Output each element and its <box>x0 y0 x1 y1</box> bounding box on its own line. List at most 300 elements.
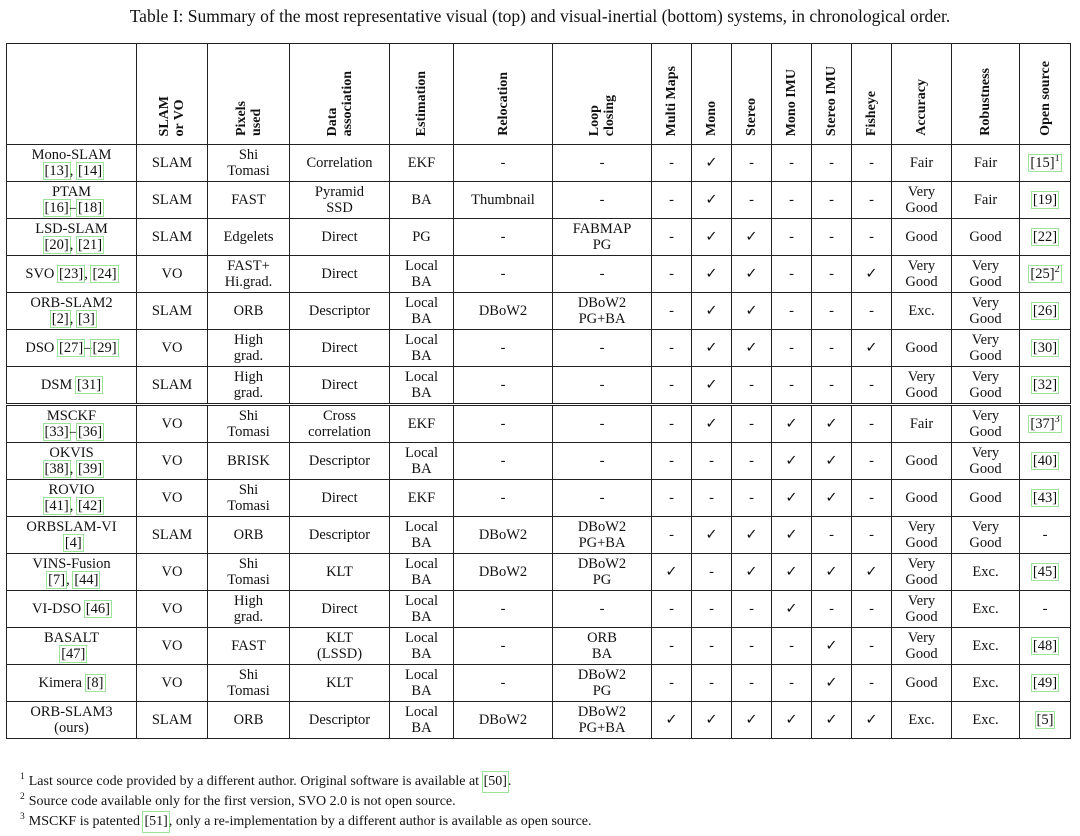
table-cell <box>454 256 553 293</box>
ref-separator: – <box>69 424 77 440</box>
table-cell <box>952 517 1020 554</box>
cell-value: Local BA <box>404 258 438 290</box>
cell-value: - <box>749 192 754 208</box>
table-cell <box>390 665 454 702</box>
table-cell <box>892 405 952 443</box>
cell-value: Local BA <box>404 593 438 625</box>
table-cell <box>652 405 692 443</box>
open-source-cell <box>1020 480 1071 517</box>
cell-value: SLAM <box>151 527 193 543</box>
system-name: Mono-SLAM <box>31 147 112 163</box>
cell-value: Shi Tomasi <box>227 147 270 179</box>
table-cell <box>208 554 290 591</box>
table-cell <box>553 702 652 739</box>
cell-value: - <box>789 229 794 245</box>
cell-value: - <box>599 490 605 506</box>
system-name-cell <box>7 330 137 367</box>
cell-value: Pyramid SSD <box>314 184 365 216</box>
table-cell <box>454 405 553 443</box>
cell-value: ✓ <box>825 675 838 691</box>
check-mark-cell <box>772 591 812 628</box>
citation-link[interactable]: [23] <box>59 266 84 282</box>
check-mark-cell <box>732 293 772 330</box>
cell-value: - <box>1042 601 1048 617</box>
system-name: ORBSLAM-VI <box>26 519 117 535</box>
table-cell <box>390 219 454 256</box>
table-cell <box>454 702 553 739</box>
cell-value: - <box>869 638 874 654</box>
cell-value: ✓ <box>745 266 758 282</box>
cell-value: - <box>869 229 874 245</box>
cell-value: - <box>869 192 874 208</box>
cell-value: Very Good <box>905 369 938 401</box>
table-cell <box>208 367 290 405</box>
table-cell <box>208 405 290 443</box>
table-cell <box>652 443 692 480</box>
check-mark-cell <box>812 405 852 443</box>
citation-link[interactable]: [24] <box>92 266 117 282</box>
system-name-cell <box>7 405 137 443</box>
cell-value: - <box>500 416 506 432</box>
cell-value: VO <box>161 416 183 432</box>
citation-link[interactable]: [16] <box>44 200 69 216</box>
table-cell <box>952 256 1020 293</box>
cell-value: - <box>669 527 674 543</box>
citation-link[interactable]: [32] <box>1032 377 1058 393</box>
citation-link[interactable]: [48] <box>1032 638 1058 654</box>
cell-value: ✓ <box>745 340 758 356</box>
cell-value: Good <box>905 675 938 691</box>
table-cell <box>390 702 454 739</box>
column-header-label: Fisheye <box>864 90 879 136</box>
table-cell <box>553 256 652 293</box>
citation-link[interactable]: [41] <box>44 498 69 514</box>
cell-value: Local BA <box>404 556 438 588</box>
table-cell <box>454 367 553 405</box>
table-cell <box>137 591 208 628</box>
table-cell <box>137 293 208 330</box>
citation-link[interactable]: [7] <box>48 572 66 588</box>
cell-value: ✓ <box>705 229 718 245</box>
table-cell <box>390 405 454 443</box>
citation-link[interactable]: [5] <box>1036 712 1054 728</box>
ref-separator: – <box>84 340 92 356</box>
cell-value: - <box>669 601 674 617</box>
citation-link[interactable]: [18] <box>77 200 103 216</box>
check-mark-cell <box>852 554 892 591</box>
cell-value: - <box>749 638 754 654</box>
cell-value: KLT <box>326 564 353 580</box>
cell-value: - <box>749 601 754 617</box>
cell-value: ✓ <box>745 229 758 245</box>
column-header-label: SLAM or VO <box>157 95 187 136</box>
cell-value: DBoW2 PG <box>577 667 627 699</box>
cell-value: Good <box>905 340 938 356</box>
cell-value: Direct <box>321 377 358 393</box>
system-name-cell <box>7 480 137 517</box>
cell-value: Local BA <box>404 332 438 364</box>
table-cell <box>812 293 852 330</box>
table-cell <box>892 145 952 182</box>
cell-value: - <box>829 303 834 319</box>
system-name-cell <box>7 554 137 591</box>
open-source-cell <box>1020 628 1071 665</box>
cell-value: Fair <box>909 416 934 432</box>
citation-link[interactable]: [4] <box>64 535 82 551</box>
cell-value: Very Good <box>905 258 938 290</box>
check-mark-cell <box>732 219 772 256</box>
column-header-label: Mono <box>704 101 719 136</box>
table-row <box>7 330 1071 367</box>
table-cell <box>892 480 952 517</box>
table-cell <box>852 182 892 219</box>
citation-link[interactable]: [36] <box>77 424 103 440</box>
citation-link[interactable]: [22] <box>1032 229 1058 245</box>
cell-value: Direct <box>321 601 358 617</box>
table-cell <box>137 219 208 256</box>
column-header-label: Estimation <box>414 70 429 136</box>
table-row <box>7 443 1071 480</box>
system-name-cell <box>7 628 137 665</box>
cell-value: Edgelets <box>223 229 274 245</box>
table-cell <box>137 628 208 665</box>
check-mark-cell <box>812 628 852 665</box>
table-cell <box>852 405 892 443</box>
system-name-cell <box>7 256 137 293</box>
citation-link[interactable]: [29] <box>92 340 117 356</box>
table-cell <box>137 145 208 182</box>
cell-value: Direct <box>321 490 358 506</box>
cell-value: - <box>500 340 506 356</box>
table-cell <box>732 182 772 219</box>
system-name: OKVIS <box>49 445 94 461</box>
cell-value: - <box>599 192 605 208</box>
table-cell <box>732 480 772 517</box>
check-mark-cell <box>732 702 772 739</box>
cell-value: ORB <box>233 303 264 319</box>
summary-table <box>6 43 1071 739</box>
system-name: ORB-SLAM2 <box>30 295 113 311</box>
cell-value: - <box>500 266 506 282</box>
cell-value: Local BA <box>404 369 438 401</box>
table-cell <box>290 145 390 182</box>
cell-value: ✓ <box>825 564 838 580</box>
cell-value: DBoW2 PG+BA <box>577 519 627 551</box>
system-name-cell <box>7 145 137 182</box>
table-cell <box>652 145 692 182</box>
table-row <box>7 182 1071 219</box>
table-cell <box>852 293 892 330</box>
table-cell <box>137 182 208 219</box>
check-mark-cell <box>852 330 892 367</box>
citation-link[interactable]: [45] <box>1032 564 1058 580</box>
ref-separator: , <box>69 163 77 179</box>
citation-link[interactable]: $[15]^1$ <box>1030 153 1060 171</box>
table-cell <box>553 480 652 517</box>
table-cell <box>732 367 772 405</box>
citation-link[interactable]: [42] <box>77 498 103 514</box>
table-cell <box>952 145 1020 182</box>
cell-value: - <box>500 675 506 691</box>
cell-value: - <box>500 453 506 469</box>
citation-link[interactable]: [50] <box>483 772 508 792</box>
cell-value: - <box>669 340 674 356</box>
citation-link[interactable]: [43] <box>1032 490 1058 506</box>
open-source-cell <box>1020 182 1071 219</box>
table-cell <box>390 554 454 591</box>
cell-value: - <box>709 453 714 469</box>
citation-link[interactable]: [26] <box>1032 303 1058 319</box>
citation-link[interactable]: [33] <box>44 424 69 440</box>
table-cell <box>812 145 852 182</box>
cell-value: - <box>869 490 874 506</box>
table-cell <box>692 480 732 517</box>
table-cell <box>137 330 208 367</box>
cell-value: - <box>789 675 794 691</box>
table-cell <box>892 367 952 405</box>
table-cell <box>732 145 772 182</box>
citation-link[interactable]: [8] <box>86 675 104 691</box>
check-mark-cell <box>772 702 812 739</box>
column-header <box>208 44 290 145</box>
check-mark-cell <box>812 554 852 591</box>
cell-value: DBoW2 <box>478 303 528 319</box>
check-mark-cell <box>732 554 772 591</box>
check-mark-cell <box>732 330 772 367</box>
table-cell <box>952 665 1020 702</box>
check-mark-cell <box>812 702 852 739</box>
cell-value: - <box>789 303 794 319</box>
table-cell <box>208 480 290 517</box>
footnote <box>20 772 592 792</box>
column-header <box>7 44 137 145</box>
column-header <box>290 44 390 145</box>
citation-link[interactable]: [51] <box>143 812 168 832</box>
cell-value: Exc. <box>972 712 999 728</box>
ref-separator: , <box>69 498 77 514</box>
column-header <box>952 44 1020 145</box>
table-cell <box>208 145 290 182</box>
cell-value: - <box>749 675 754 691</box>
cell-value: EKF <box>407 416 436 432</box>
cell-value: DBoW2 PG <box>577 556 627 588</box>
check-mark-cell <box>692 256 732 293</box>
citation-link[interactable]: [31] <box>76 377 102 393</box>
table-cell <box>137 702 208 739</box>
system-name: DSM <box>40 377 73 393</box>
table-cell <box>553 293 652 330</box>
footnote <box>20 792 592 812</box>
table-cell <box>553 591 652 628</box>
cell-value: ✓ <box>785 490 798 506</box>
table-cell <box>952 591 1020 628</box>
check-mark-cell <box>692 145 732 182</box>
citation-link[interactable]: [30] <box>1032 340 1058 356</box>
cell-value: Exc. <box>972 564 999 580</box>
cell-value: ✓ <box>705 712 718 728</box>
cell-value: ✓ <box>785 712 798 728</box>
open-source-cell <box>1020 517 1071 554</box>
ref-separator: , <box>66 572 74 588</box>
table-cell <box>208 443 290 480</box>
citation-link[interactable]: [38] <box>44 461 69 477</box>
citation-link[interactable]: [3] <box>77 311 95 327</box>
footnote-mark: 2 <box>20 792 25 803</box>
footnote-text: , only a re-implementation by a different author is available as open source. <box>168 814 592 829</box>
cell-value: ✓ <box>705 266 718 282</box>
table-cell <box>772 628 812 665</box>
table-cell <box>652 480 692 517</box>
citation-link[interactable]: [46] <box>85 601 110 617</box>
table-cell <box>952 702 1020 739</box>
table-cell <box>208 665 290 702</box>
system-name: ORB-SLAM3 (ours) <box>30 704 113 736</box>
footnote-mark: 2 <box>1054 264 1060 276</box>
cell-value: Very Good <box>969 258 1002 290</box>
cell-value: - <box>869 155 874 171</box>
ref-separator: , <box>84 266 92 282</box>
cell-value: Very Good <box>969 445 1002 477</box>
table-cell <box>732 443 772 480</box>
column-header-label: Accuracy <box>914 79 929 136</box>
citation-link[interactable]: [39] <box>77 461 103 477</box>
table-cell <box>952 219 1020 256</box>
cell-value: - <box>500 155 506 171</box>
cell-value: SLAM <box>151 303 193 319</box>
cell-value: ✓ <box>825 416 838 432</box>
table-cell <box>732 405 772 443</box>
table-cell <box>892 330 952 367</box>
table-cell <box>553 405 652 443</box>
cell-value: Very Good <box>905 556 938 588</box>
citation-link[interactable]: [13] <box>44 163 69 179</box>
citation-link[interactable]: [49] <box>1032 675 1058 691</box>
column-header <box>652 44 692 145</box>
column-header-label: Open source <box>1037 61 1053 136</box>
table-cell <box>290 330 390 367</box>
table-cell <box>390 293 454 330</box>
table-cell <box>208 702 290 739</box>
system-name-cell <box>7 182 137 219</box>
cell-value: - <box>869 601 874 617</box>
citation-link[interactable]: $[37]^3$ <box>1030 414 1060 432</box>
table-cell <box>732 665 772 702</box>
table-cell <box>952 330 1020 367</box>
citation-link[interactable]: [14] <box>77 163 103 179</box>
cell-value: Fair <box>909 155 934 171</box>
cell-value: ✓ <box>785 416 798 432</box>
cell-value: DBoW2 <box>478 527 528 543</box>
system-name: Kimera <box>38 675 82 691</box>
column-header <box>137 44 208 145</box>
table-cell <box>852 219 892 256</box>
cell-value: - <box>829 192 834 208</box>
cell-value: - <box>749 490 754 506</box>
table-cell <box>137 256 208 293</box>
table-cell <box>852 628 892 665</box>
table-cell <box>732 628 772 665</box>
table-cell <box>812 182 852 219</box>
cell-value: - <box>500 638 506 654</box>
table-cell <box>952 628 1020 665</box>
table-cell <box>290 443 390 480</box>
table-cell <box>812 591 852 628</box>
citation-link[interactable]: [2] <box>51 311 69 327</box>
system-name-cell <box>7 665 137 702</box>
column-header <box>892 44 952 145</box>
cell-value: Very Good <box>969 369 1002 401</box>
cell-value: Descriptor <box>308 303 371 319</box>
citation-link[interactable]: [21] <box>77 237 103 253</box>
cell-value: ✓ <box>825 453 838 469</box>
system-name-cell <box>7 702 137 739</box>
column-header-label: Loop closing <box>587 94 617 136</box>
cell-value: Thumbnail <box>471 192 535 208</box>
cell-value: - <box>829 155 834 171</box>
table-cell <box>390 256 454 293</box>
column-header-label: Stereo IMU <box>824 65 839 136</box>
citation-link[interactable]: $[25]^2$ <box>1030 264 1060 282</box>
table-cell <box>390 182 454 219</box>
check-mark-cell <box>692 182 732 219</box>
cell-value: - <box>669 229 674 245</box>
cell-value: ✓ <box>865 266 878 282</box>
citation-link[interactable]: [19] <box>1032 192 1058 208</box>
check-mark-cell <box>732 256 772 293</box>
table-cell <box>553 665 652 702</box>
citation-link[interactable]: [44] <box>74 572 99 588</box>
table-cell <box>772 182 812 219</box>
footnote-mark: 3 <box>20 812 25 823</box>
cell-value: Direct <box>321 266 358 282</box>
table-cell <box>652 628 692 665</box>
cell-value: SLAM <box>151 712 193 728</box>
table-cell <box>652 256 692 293</box>
table-cell <box>892 665 952 702</box>
open-source-cell <box>1020 219 1071 256</box>
check-mark-cell <box>852 256 892 293</box>
cell-value: Good <box>969 229 1002 245</box>
table-cell <box>290 628 390 665</box>
table-cell <box>952 554 1020 591</box>
cell-value: - <box>599 601 605 617</box>
table-cell <box>852 480 892 517</box>
table-cell <box>290 480 390 517</box>
cell-value: DBoW2 <box>478 564 528 580</box>
cell-value: - <box>869 675 874 691</box>
cell-value: ✓ <box>665 564 678 580</box>
check-mark-cell <box>812 480 852 517</box>
cell-value: Exc. <box>908 303 935 319</box>
citation-link[interactable]: [20] <box>44 237 69 253</box>
open-source-cell <box>1020 702 1071 739</box>
table-cell <box>692 443 732 480</box>
cell-value: ORB <box>233 527 264 543</box>
cell-value: ✓ <box>785 601 798 617</box>
footnote-text: MSCKF is patented <box>28 814 144 829</box>
table-row <box>7 145 1071 182</box>
citation-link[interactable]: [40] <box>1032 453 1058 469</box>
citation-link[interactable]: [47] <box>61 646 86 662</box>
footnote <box>20 812 592 832</box>
open-source-cell <box>1020 443 1071 480</box>
table-cell <box>652 591 692 628</box>
system-name: LSD-SLAM <box>35 221 108 237</box>
cell-value: ✓ <box>665 712 678 728</box>
cell-value: VO <box>161 266 183 282</box>
citation-link[interactable]: [27] <box>59 340 84 356</box>
table-cell <box>290 702 390 739</box>
